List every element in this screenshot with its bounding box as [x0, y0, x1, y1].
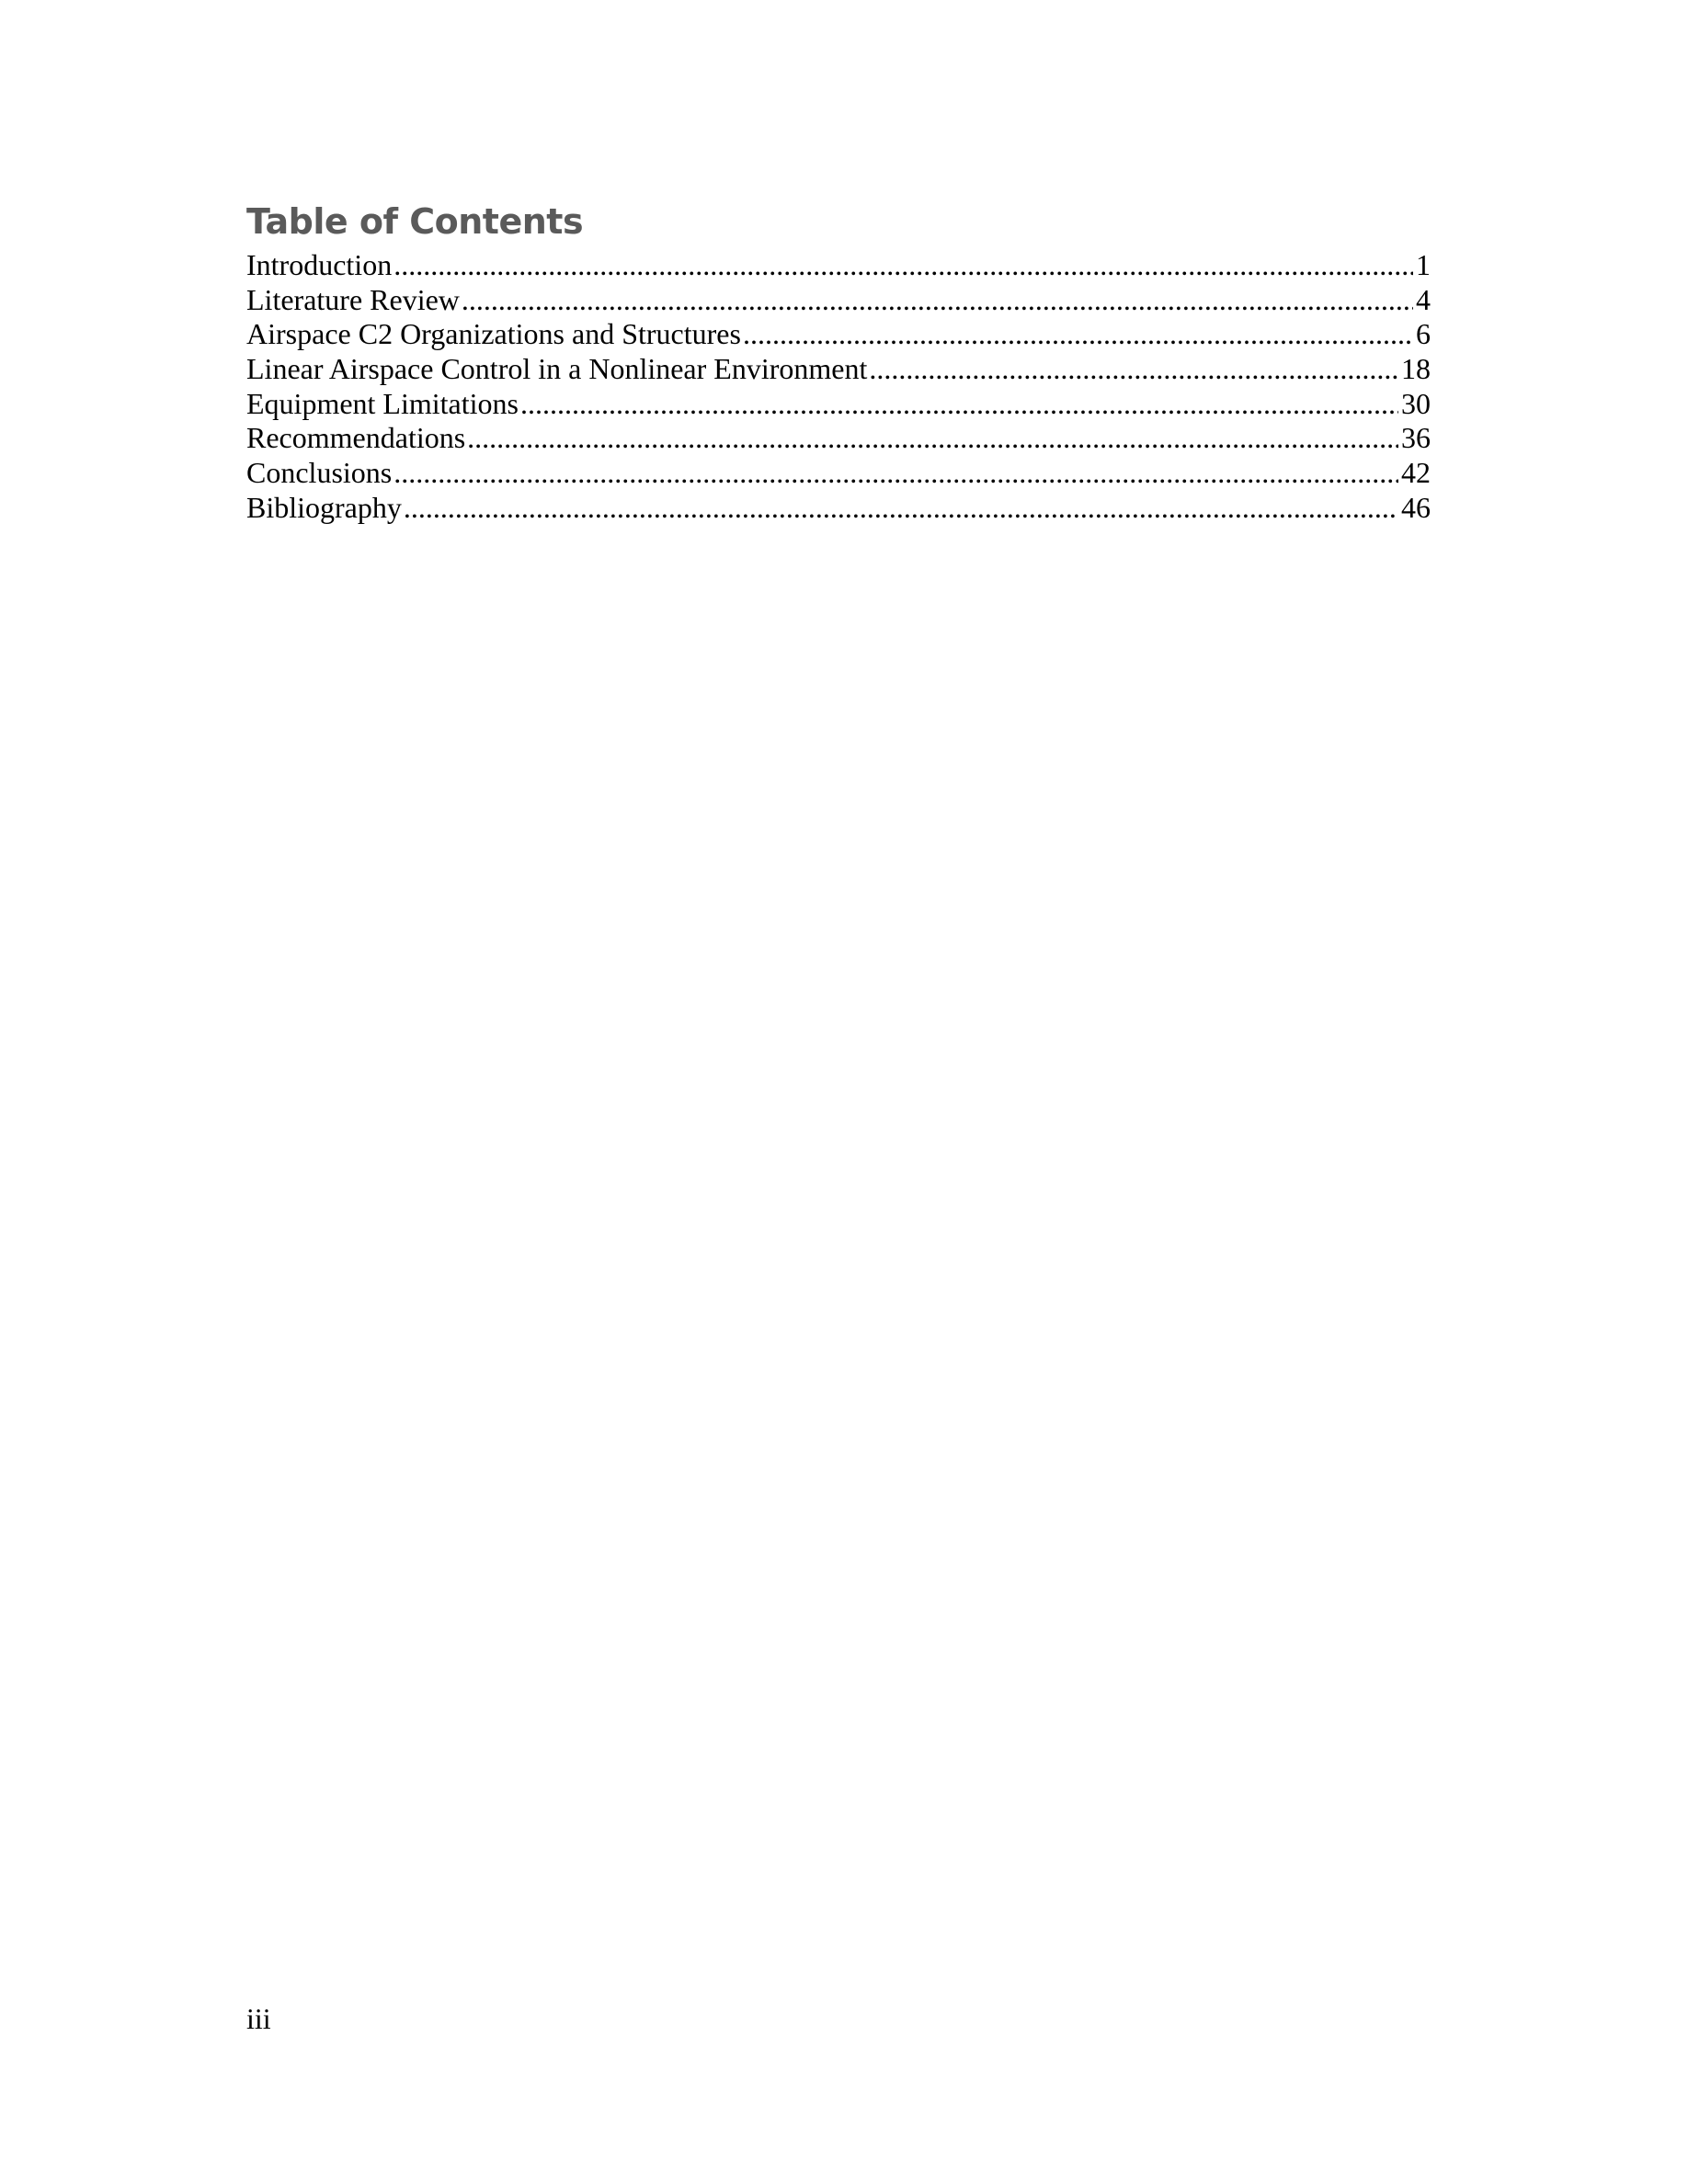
toc-entry-title: Recommendations [246, 421, 466, 455]
toc-entry-page: 36 [1401, 421, 1431, 455]
toc-entry-airspace-c2[interactable] [246, 317, 1431, 352]
page-number: iii [246, 2002, 271, 2035]
toc-entry-title: Equipment Limitations [246, 386, 519, 420]
toc-dot-leader [743, 317, 1413, 352]
toc-entry-equipment-limitations[interactable] [246, 387, 1431, 422]
toc-dot-leader [520, 387, 1398, 422]
toc-dot-leader [462, 283, 1413, 318]
toc-entry-introduction[interactable] [246, 248, 1431, 283]
toc-list [246, 248, 1431, 526]
toc-dot-leader [869, 352, 1398, 387]
toc-entry-title: Bibliography [246, 490, 402, 524]
toc-entry-title: Conclusions [246, 456, 393, 490]
toc-entry-page: 6 [1416, 317, 1431, 351]
toc-entry-page: 46 [1401, 490, 1431, 524]
toc-entry-recommendations[interactable] [246, 421, 1431, 456]
toc-entry-bibliography[interactable] [246, 491, 1431, 526]
toc-entry-title: Linear Airspace Control in a Nonlinear Environment [246, 352, 868, 386]
toc-dot-leader [467, 421, 1398, 456]
toc-entry-literature-review[interactable] [246, 283, 1431, 318]
toc-entry-page: 30 [1401, 386, 1431, 420]
toc-entry-conclusions[interactable] [246, 456, 1431, 491]
toc-entry-title: Literature Review [246, 282, 460, 316]
toc-dot-leader [393, 456, 1398, 491]
toc-dot-leader [393, 248, 1413, 283]
toc-entry-page: 42 [1401, 456, 1431, 490]
toc-heading: Table of Contents [246, 201, 584, 242]
toc-entry-title: Airspace C2 Organizations and Structures [246, 317, 741, 351]
toc-entry-title: Introduction [246, 248, 393, 281]
toc-entry-page: 4 [1416, 282, 1431, 316]
toc-entry-page: 1 [1416, 248, 1431, 281]
toc-dot-leader [404, 491, 1398, 526]
toc-entry-page: 18 [1401, 352, 1431, 386]
toc-entry-linear-airspace-control[interactable] [246, 352, 1431, 387]
